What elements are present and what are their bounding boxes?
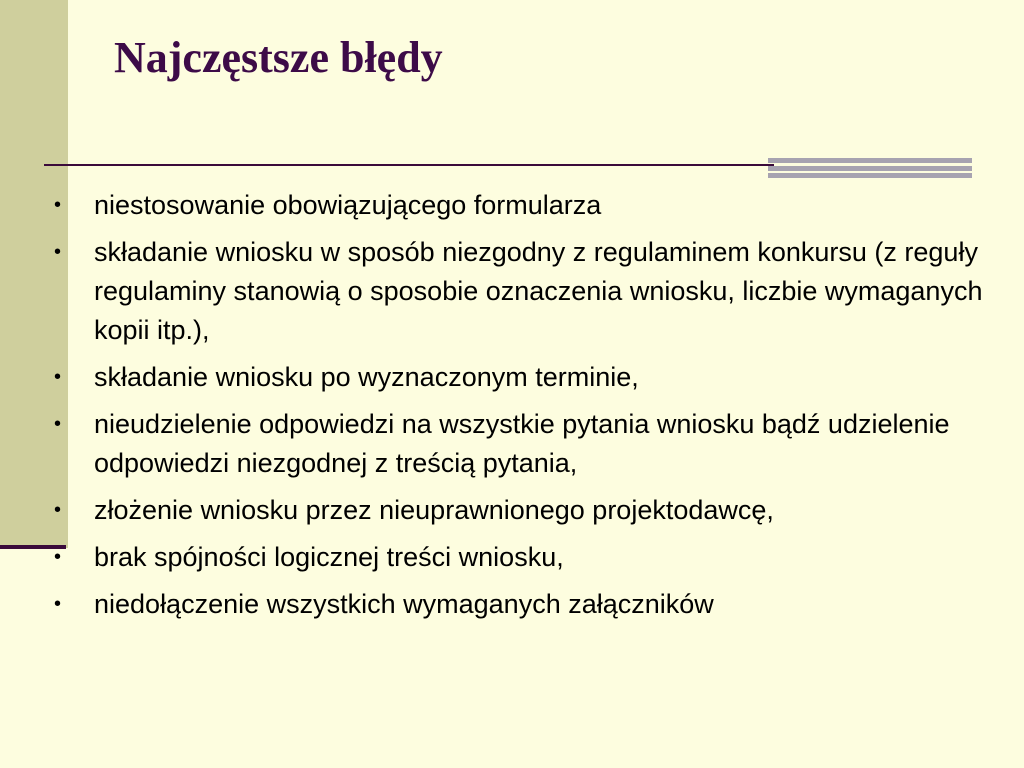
bullet-dot-icon: • xyxy=(54,413,62,435)
bullet-text: brak spójności logicznej treści wniosku, xyxy=(94,542,564,572)
bullet-text: nieudzielenie odpowiedzi na wszystkie pytania wniosku bądź udzielenie odpowiedzi niezgodnej z treścią pytania, xyxy=(94,409,950,478)
bullet-list xyxy=(54,186,1020,632)
bullet-text: składanie wniosku po wyznaczonym terminie, xyxy=(94,362,639,392)
bullet-item xyxy=(54,585,1020,624)
bullet-text: niedołączenie wszystkich wymaganych załączników xyxy=(94,589,714,619)
slide-title: Najczęstsze błędy xyxy=(114,33,443,82)
bullet-item xyxy=(54,405,1020,483)
bullet-text: złożenie wniosku przez nieuprawnionego projektodawcę, xyxy=(94,495,774,525)
title-underline xyxy=(44,164,774,166)
bullet-dot-icon: • xyxy=(54,241,62,263)
bullet-item xyxy=(54,538,1020,577)
bullet-dot-icon: • xyxy=(54,366,62,388)
bullet-item xyxy=(54,186,1020,225)
bullet-text: niestosowanie obowiązującego formularza xyxy=(94,190,602,220)
bullet-text: składanie wniosku w sposób niezgodny z regulaminem konkursu (z reguły regulaminy stanowią o sposobie oznaczenia wniosku, liczbie wymaganych kopii itp.), xyxy=(94,237,983,345)
bullet-item xyxy=(54,233,1020,350)
bullet-dot-icon: • xyxy=(54,593,62,615)
bullet-dot-icon: • xyxy=(54,499,62,521)
bullet-dot-icon: • xyxy=(54,194,62,216)
bullet-dot-icon: • xyxy=(54,546,62,568)
bullet-item xyxy=(54,358,1020,397)
accent-bar xyxy=(768,158,972,163)
accent-bar xyxy=(768,166,972,171)
accent-bar xyxy=(768,173,972,178)
bullet-item xyxy=(54,491,1020,530)
title-accent-bars xyxy=(768,158,972,178)
